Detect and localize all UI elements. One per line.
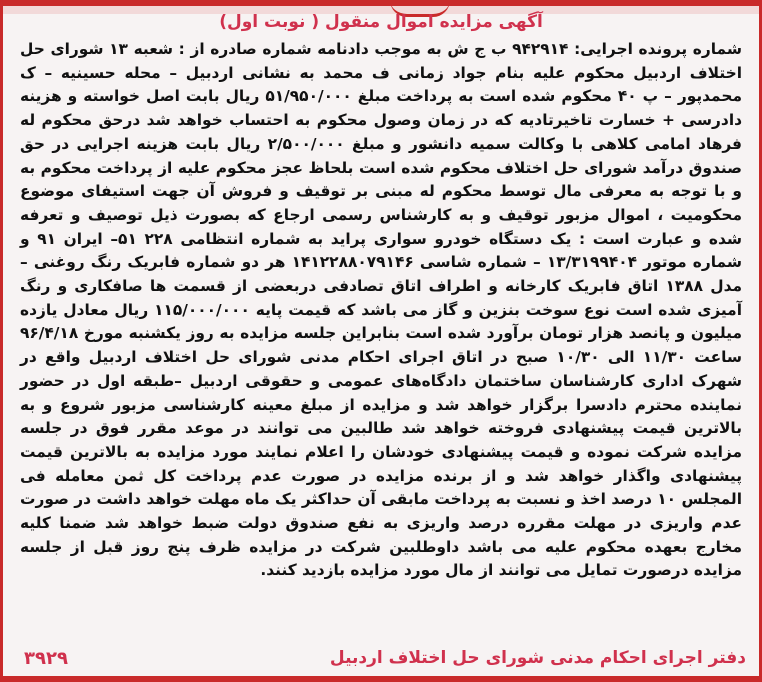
bottom-border [0, 676, 762, 682]
issuing-office: دفتر اجرای احکام مدنی شورای حل اختلاف اردبیل [329, 648, 746, 668]
notice-footer [0, 638, 762, 682]
notice-body: شماره پرونده اجرایی: ۹۴۲۹۱۴ ب ج ش به موجب دادنامه شماره صادره از : شعبه ۱۳ شورای حل اختلاف اردبیل محکوم علیه بنام جواد زمانی ف محمد به نشانی اردبیل – محله حسینیه – ک محمدپور – پ ۴۰ محکوم شده است به پرداخت مبلغ ۵۱/۹۵۰/۰۰۰ ریال بابت اصل خواسته و هزینه دادرسی + خسارت تاخیرتادیه که در زمان وصول محکوم به احتساب خواهد شد درحق محکوم له فرهاد امامی کلاهی با وکالت سمیه دانشور و مبلغ ۲/۵۰۰/۰۰۰ ریال بابت هزینه اجرایی در حق صندوق درآمد شورای حل اختلاف محکوم شده است بلحاظ عجز محکوم علیه از پرداخت محکوم به و با توجه به معرفی مال توسط محکوم له مبنی بر توقیف و فروش آن جهت استیفای موضوع محکومیت ، اموال مزبور توقیف و به کارشناس رسمی ارجاع که بصورت ذیل توصیف و تعرفه شده و عبارت است : یک دستگاه خودرو سواری پراید به شماره انتظامی ۲۲۸ ۵۱– ایران ۹۱ و شماره موتور ۱۳/۳۱۹۹۴۰۴ – شماره شاسی ۱۴۱۲۲۸۸۰۷۹۱۴۶ هر دو شماره فابریک رنگ روغنی – مدل ۱۳۸۸ اتاق فابریک کارخانه و اطراف اتاق تصادفی دربعضی از قسمت ها صافکاری و رنگ آمیزی شده است نوع سوخت بنزین و گاز می باشد که قیمت پایه ۱۱۵/۰۰۰/۰۰۰ ریال معادل یازده میلیون و پانصد هزار تومان برآورد شده است بنابراین جلسه مزایده به روز یکشنبه مورخ ۹۶/۴/۱۸ ساعت ۱۱/۳۰ الی ۱۰/۳۰ صبح در اتاق اجرای احکام مدنی شورای حل اختلاف اردبیل واقع در شهرک اداری کارشناسان ساختمان دادگاه‌های عمومی و حقوقی اردبیل –طبقه اول در حضور نماینده محترم دادسرا برگزار خواهد شد و مزایده از مبلغ معینه کارشناسی مزبور شروع و به بالاترین قیمت پیشنهادی فروخته خواهد شد طالبین می توانند در موعد مقرر فوق در جلسه مزایده شرکت نموده و قیمت پیشنهادی خودشان را اعلام نمایند مورد مزایده به بالاترین قیمت پیشنهادی واگذار خواهد شد و از برنده مزایده در صورت عدم پرداخت کل ثمن معامله فی المجلس ۱۰ درصد اخذ و نسبت به پرداخت مابقی آن حداکثر یک ماه مهلت خواهد داشت در صورت عدم واریزی در مهلت مقرره درصد واریزی به نفع صندوق دولت ضبط خواهد شد ضمنا کلیه مخارج بعهده محکوم علیه می باشد داوطلبین شرکت در مزایده ظرف پنج روز قبل از جلسه مزایده درصورت تمایل می توانند از مال مورد مزایده بازدید کنند. [20, 40, 743, 580]
notice-code: ۳۹۲۹ [24, 648, 68, 669]
left-border [0, 0, 3, 682]
notice-title: آگهی مزایده اموال منقول ( نوبت اول) [219, 12, 543, 32]
